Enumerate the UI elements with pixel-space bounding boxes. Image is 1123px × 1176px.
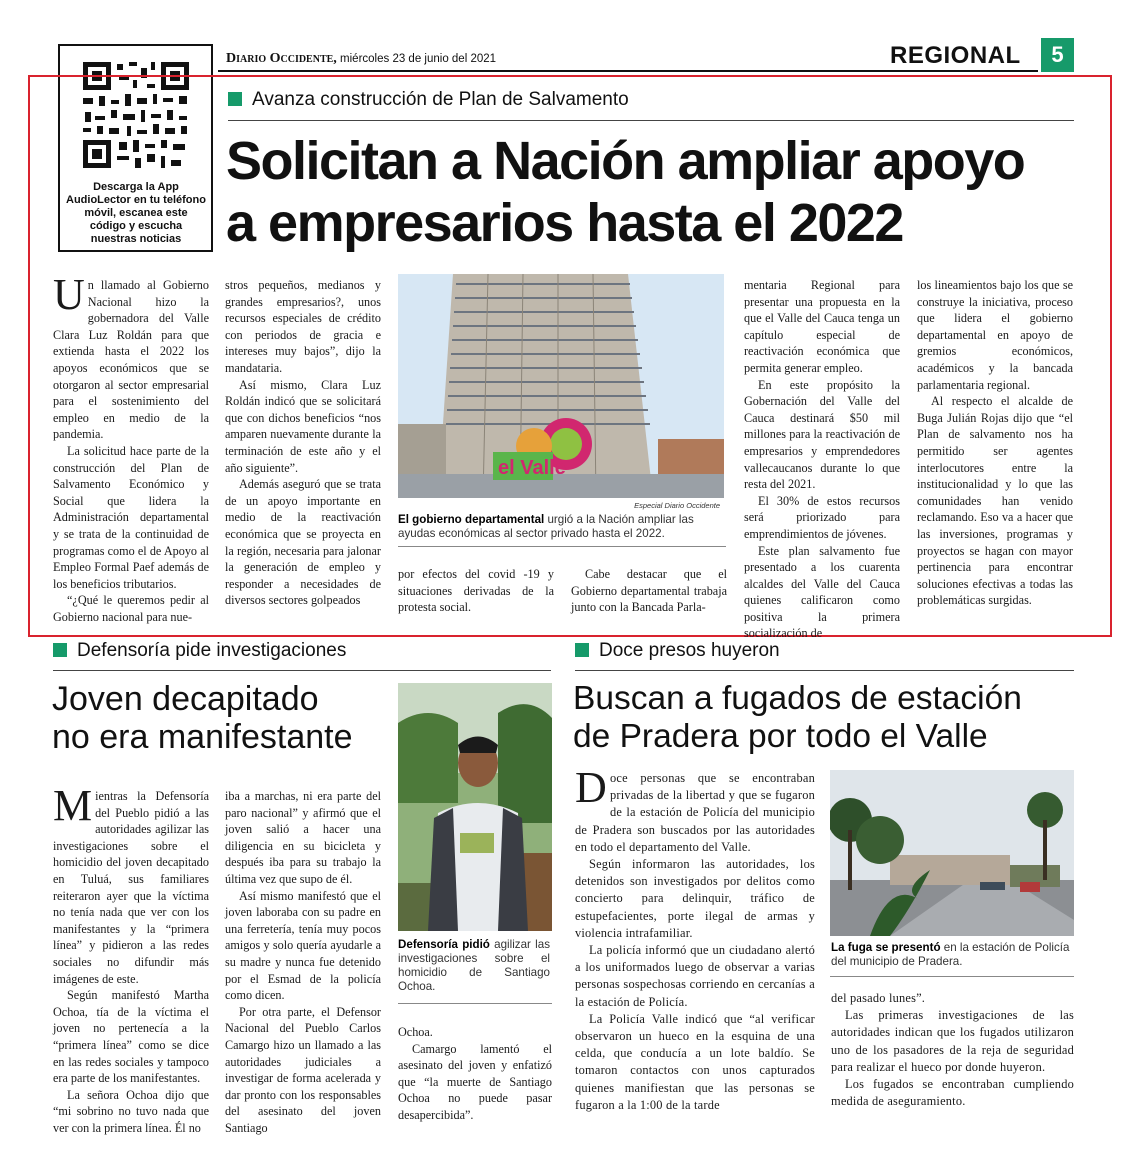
lead-caption-rule (398, 546, 726, 547)
lead-headline (226, 130, 1024, 254)
story3-caption-text: en la estación de Policía del municipio de Pradera. (831, 941, 1070, 968)
story3-kicker-rule (575, 670, 1074, 671)
lead-photo-credit: Especial Diario Occidente (634, 501, 720, 510)
story2-col3-p1: Ochoa. (398, 1025, 433, 1039)
lead-caption-text: urgió a la Nación ampliar las ayudas económicas al sector privado hasta el 2022. (398, 513, 694, 540)
story2-headline-line2: no era manifestante (52, 718, 353, 756)
story3-col1-p2: Según informaron las autoridades, los detenidos son investigados por delitos como concierto para delinquir, tráfico de estupefacientes, porte ilegal de armas y violencia intrafamiliar. (575, 857, 815, 940)
kicker-square-icon (53, 643, 67, 657)
lead-dropcap: U (53, 270, 85, 319)
story2-caption-bold: Defensoría pidió (398, 938, 490, 951)
lead-col-6 (917, 277, 1073, 609)
lead-col3-p1: por efectos del covid -19 y situaciones derivadas de la protesta social. (398, 567, 554, 615)
lead-kicker-rule (228, 120, 1074, 121)
lead-col-5 (744, 277, 900, 642)
story2-dropcap: M (53, 781, 93, 830)
lead-col1-p1: n llamado al Gobierno Nacional hizo la gobernadora del Valle Clara Luz Roldán para que extienda hasta el 2022 los apoyos económicos que se otorgaron al sector empresarial para el sostenimiento del empleo en medio de la pandemia. (53, 278, 209, 442)
kicker-square-icon (228, 92, 242, 106)
story2-col1-p1: ientras la Defensoría del Pueblo pidió a las autoridades agilizar las investigaciones sobre el homicidio del joven decapitado en Tuluá, sus familiares reiteraron ayer que la víctima no tenía nada que ver con los manifestantes y la “primera línea” y pidieron a las redes sociales no difundir más imágenes de este. (53, 789, 209, 986)
story3-col1-p4: La Policía Valle indicó que “al verificar observaron un hueco en la esquina de una celda, que conducía a un lote baldío. Se tomaron contactos con unos capturados quienes manifiestan que las personas se fugaron a la 1:00 de la tarde (575, 1011, 815, 1112)
story3-caption-bold: La fuga se presentó (831, 941, 941, 954)
story2-col2-p3: Por otra parte, el Defensor Nacional del Pueblo Carlos Camargo hizo un llamado a las autoridades judiciales a investigar de forma acelerada y dar pronto con los responsables del asesinato del joven Santiago (225, 1004, 381, 1135)
story3-headline-line2: de Pradera por todo el Valle (573, 718, 988, 755)
lead-col-1 (53, 270, 209, 625)
lead-col1-p3: “¿Qué le queremos pedir al Gobierno nacional para nue- (53, 593, 209, 624)
issue-date: miércoles 23 de junio del 2021 (340, 53, 497, 65)
story3-caption (831, 941, 1075, 969)
qr-instructions: Descarga la App AudioLector en tu teléfono móvil, escanea este código y escucha nuestras noticias (66, 181, 206, 245)
story3-caption-rule (830, 976, 1074, 977)
story2-headline-line1: Joven decapitado (52, 680, 319, 718)
lead-kicker-text: Avanza construcción de Plan de Salvamento (252, 89, 629, 110)
story2-col3-p2: Camargo lamentó el asesinato del joven y enfatizó que “la muerte de Santiago Ochoa no puede pasar desapercibida”. (398, 1041, 552, 1122)
story3-kicker-text: Doce presos huyeron (599, 640, 780, 661)
lead-col6-p1: los lineamientos bajo los que se construye la iniciativa, proceso que lidera el gobierno departamental en apoyo de gremios económicos, académicos y la bancada parlamentaria regional. (917, 278, 1073, 392)
story2-kicker-rule (53, 670, 551, 671)
lead-col-3 (398, 566, 554, 616)
story2-col-3 (398, 1024, 552, 1124)
lead-col5-p2: En este propósito la Gobernación del Valle del Cauca destinará $50 mil millones para la reactivación de empresarios y emprendedores vallecaucanos durante lo que resta del 2021. (744, 377, 900, 492)
story3-col-2 (831, 990, 1074, 1110)
lead-col1-p2: La solicitud hace parte de la construcción del Plan de Salvamento Económico y Social que lidera la Administración departamental y se trata de la continuidad de programas como el de Apoyo al Empleo Formal Paef además de los beneficios tributarios. (53, 443, 209, 591)
story3-photo (830, 770, 1074, 936)
story2-caption (398, 938, 550, 994)
story2-col1-p2: Según manifestó Martha Ochoa, tía de la víctima el joven no pertenecía a la “primera línea” como se dice en las redes sociales y tampoco era parte de los manifestantes. (53, 988, 209, 1086)
story3-col-1 (575, 763, 815, 1114)
story3-kicker (575, 640, 780, 662)
story2-caption-text: agilizar las investigaciones sobre el homicidio de Santiago Ochoa. (398, 938, 550, 993)
story2-col2-p1: iba a marchas, ni era parte del paro nacional” y afirmó que el joven salió a hacer una diligencia en su bicicleta y después iba para su trabajo la última vez que supo de él. (225, 789, 381, 886)
lead-kicker (228, 89, 629, 111)
lead-photo (398, 274, 724, 498)
pradera-street-image (830, 770, 1074, 936)
story2-headline (52, 680, 353, 756)
lead-col2-p2: Así mismo, Clara Luz Roldán indicó que se solicitará que con dichos beneficios “nos amparen nuevamente durante la terminación de este año y el año siguiente”. (225, 377, 381, 475)
lead-col2-p3: Además aseguró que se trata de un apoyo importante en medio de la reactivación económica que se proyecta en la región, necesaria para jalonar la generación de empleo y responder a necesidades de diversos sectores golpeados (225, 477, 381, 608)
paper-name: Diario Occidente, (226, 51, 337, 66)
lead-col4-p1: Cabe destacar que el Gobierno departamental trabaja junto con la Bancada Parla- (571, 567, 727, 615)
lead-headline-line1: Solicitan a Nación ampliar apoyo (226, 131, 1025, 191)
lead-col5-p4: Este plan salvamento fue presentado a los cuarenta alcaldes del Valle del Cauca quienes calificaron como positiva la primera socialización de (744, 543, 900, 641)
lead-caption (398, 513, 726, 541)
story3-dropcap: D (575, 763, 607, 812)
lead-col5-p1: mentaria Regional para presentar una propuesta en la que el Valle del Cauca tenga un capítulo especial de reactivación económica que permita generar empleo. (744, 278, 900, 375)
lead-col-4 (571, 566, 727, 616)
lead-col2-p1: stros pequeños, medianos y grandes empresarios?, unos recursos especiales de crédito con periodos de gracia e intereses muy bajos”, dijo la mandataria. (225, 278, 381, 375)
story3-col2-p2: Las primeras investigaciones de las autoridades indican que los fugados utilizaron uno de los pasadores de la reja de seguridad para realizar el hueco por donde huyeron. (831, 1008, 1074, 1074)
header-rule (218, 70, 1038, 72)
lead-col6-p2: Al respecto el alcalde de Buga Julián Rojas dijo que “el Plan de salvamento nos ha permitido ser agentes interlocutores entre la institucionalidad y lo que las comunidades han venido reclamando. Eso va a hacer que las inversiones, programas y proyectos se hagan con mayor pertinencia para encontrar soluciones efectivas a todas las problemáticas surgidas. (917, 394, 1073, 608)
lead-col5-p3: El 30% de estos recursos será priorizado para emprendimientos de jóvenes. (744, 493, 900, 541)
story3-col1-p1: oce personas que se encontraban privadas de la libertad y que se fugaron de la estación de Policía del municipio de Pradera son buscados por las autoridades en todo el departamento del Valle. (575, 771, 815, 854)
page-number: 5 (1041, 38, 1074, 72)
story2-col2-p2: Así mismo manifestó que el joven laboraba con su padre en una ferretería, tenía muy pocos amigos y solo quería ayudarle a su madre y nunca fue detenido por el Esmad de la policía como dicen. (225, 888, 381, 1003)
kicker-square-icon (575, 643, 589, 657)
story2-kicker (53, 640, 346, 662)
section-title: REGIONAL (890, 42, 1021, 69)
story2-col-1 (53, 781, 209, 1136)
story2-caption-rule (398, 1003, 552, 1004)
lead-headline-line2: a empresarios hasta el 2022 (226, 193, 903, 253)
story2-photo (398, 683, 552, 931)
story2-col1-p3: La señora Ochoa dijo que “mi sobrino no tuvo nada que ver con la primera línea. Él no (53, 1087, 209, 1135)
story3-headline (573, 680, 1022, 756)
story3-col2-p1: del pasado lunes”. (831, 991, 926, 1005)
lead-col-2 (225, 277, 381, 609)
lead-caption-bold: El gobierno departamental (398, 513, 545, 526)
story3-headline-line1: Buscan a fugados de estación (573, 680, 1022, 717)
sign-text: el Valle (498, 457, 566, 479)
masthead (226, 50, 496, 67)
government-building-image (398, 274, 724, 498)
story2-col-2 (225, 788, 381, 1136)
story3-col2-p3: Los fugados se encontraban cumpliendo medida de aseguramiento. (831, 1077, 1074, 1109)
young-man-portrait-image (398, 683, 552, 931)
story3-col1-p3: La policía informó que un ciudadano alertó a los uniformados luego de observar a varias personas sospechosas corriendo en cercanías a la estación de Policía. (575, 943, 815, 1009)
story2-kicker-text: Defensoría pide investigaciones (77, 640, 347, 661)
